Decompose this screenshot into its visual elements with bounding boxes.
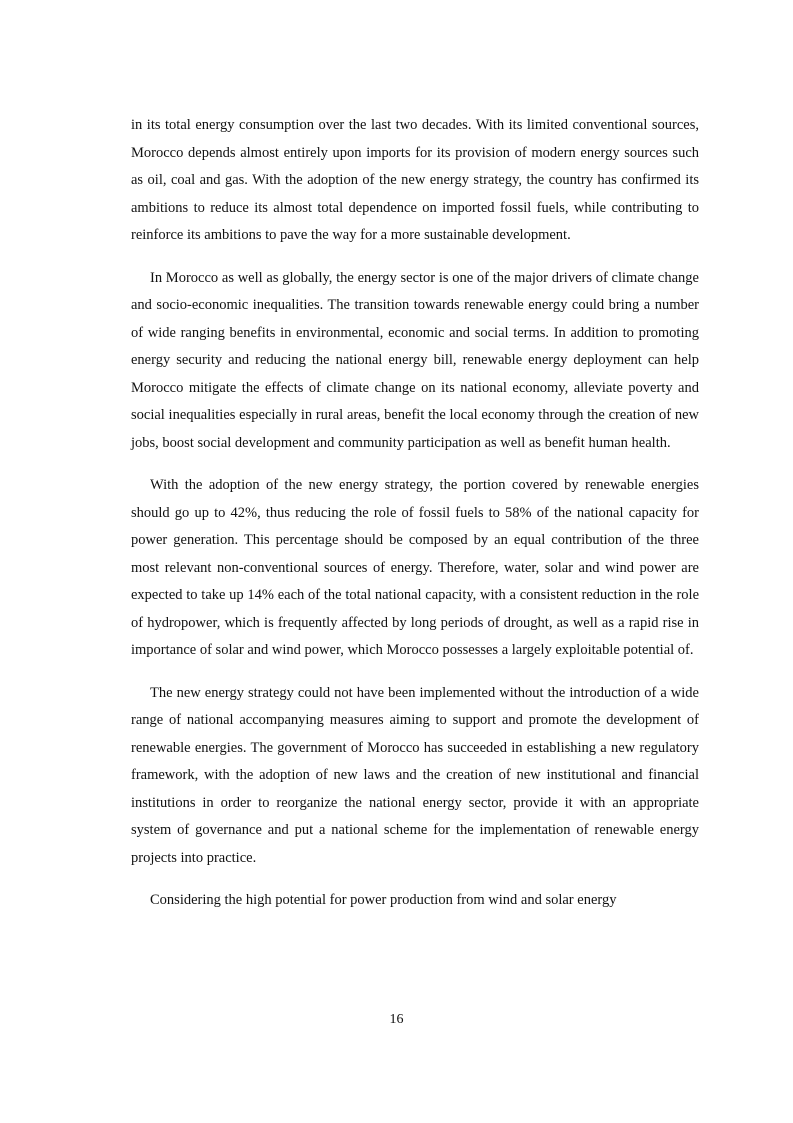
paragraph-2: In Morocco as well as globally, the energy sector is one of the major drivers of climate change and socio-economic inequalities. The transition towards renewable energy could bring a number of wide ranging benefits in environmental, economic and social terms. In addition to promoting energy security and reducing the national energy bill, renewable energy deployment can help Morocco mitigate the effects of climate change on its national economy, alleviate poverty and social inequalities especially in rural areas, benefit the local economy through the creation of new jobs, boost social development and community participation as well as benefit human health. [131, 269, 699, 451]
paragraph-1: in its total energy consumption over the last two decades. With its limited conventional sources, Morocco depends almost entirely upon imports for its provision of modern energy sources such as oil, coal and gas. With the adoption of the new energy strategy, the country has confirmed its ambitions to reduce its almost total dependence on imported fossil fuels, while contributing to reinforce its ambitions to pave the way for a more sustainable development. [131, 117, 699, 243]
paragraph-3: With the adoption of the new energy strategy, the portion covered by renewable energies should go up to 42%, thus reducing the role of fossil fuels to 58% of the national capacity for power generation. This percentage should be composed by an equal contribution of the three most relevant non-conventional sources of energy. Therefore, water, solar and wind power are expected to take up 14% each of the total national capacity, with a consistent reduction in the role of hydropower, which is frequently affected by long periods of drought, as well as a rapid rise in importance of solar and wind power, which Morocco possesses a largely exploitable potential of. [131, 477, 699, 658]
paragraph-5: Considering the high potential for power production from wind and solar energy [150, 892, 617, 908]
page-number: 16 [389, 1012, 404, 1027]
body-text [131, 112, 699, 930]
paragraph-4: The new energy strategy could not have been implemented without the introduction of a wide range of national accompanying measures aiming to support and promote the development of renewable energies. The government of Morocco has succeeded in establishing a new regulatory framework, with the adoption of new laws and the creation of new institutional and financial institutions in order to reorganize the national energy sector, provide it with an appropriate system of governance and put a national scheme for the implementation of renewable energy projects into practice. [131, 684, 699, 866]
